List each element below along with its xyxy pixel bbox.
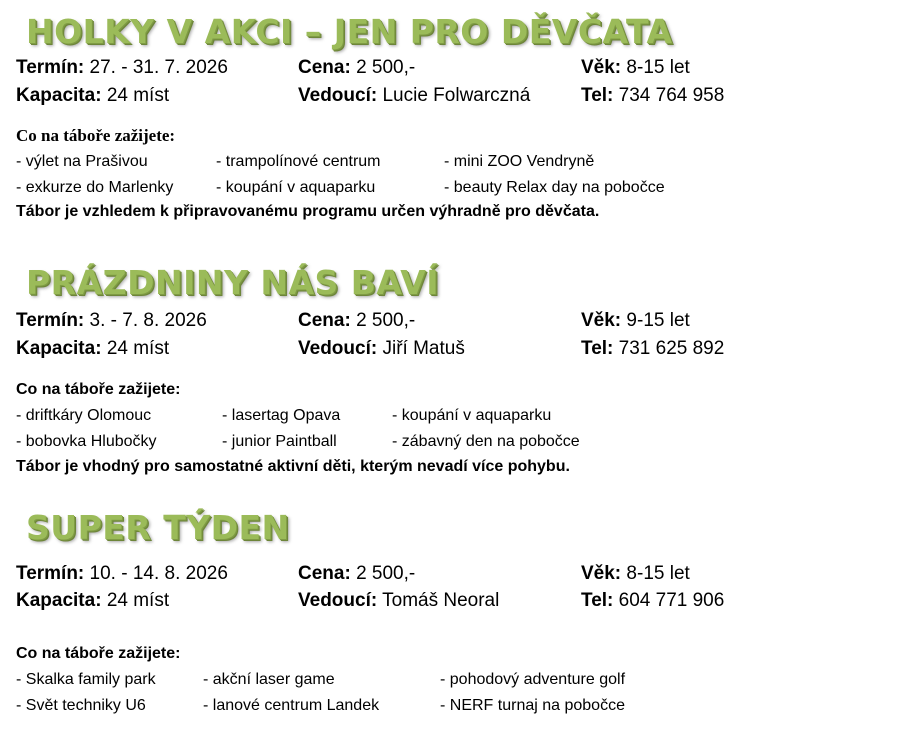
activity-item: - zábavný den na pobočce: [392, 433, 580, 450]
camp-info-row: [0, 588, 914, 614]
capacity-field: [16, 336, 169, 362]
camp-title: PRÁZDNINY NÁS BAVÍ: [26, 263, 440, 302]
price-label: Cena:: [298, 57, 351, 78]
age-field: [581, 561, 690, 587]
leader-field: [298, 336, 465, 362]
phone-value: 734 764 958: [618, 85, 725, 106]
capacity-field: [16, 588, 169, 614]
activity-list-heading: Co na táboře zažijete:: [16, 126, 176, 145]
price-value: 2 500,-: [356, 310, 416, 331]
phone-value: 604 771 906: [618, 590, 725, 611]
activity-item: - mini ZOO Vendryně: [444, 153, 595, 170]
camp-info-row: [0, 55, 914, 81]
camp-info-row: [0, 336, 914, 362]
price-value: 2 500,-: [356, 57, 416, 78]
activity-item: - lanové centrum Landek: [203, 697, 380, 714]
term-label: Termín:: [16, 310, 85, 331]
age-value: 8-15 let: [626, 57, 690, 78]
leader-label: Vedoucí:: [298, 590, 378, 611]
leader-value: Tomáš Neoral: [382, 590, 500, 611]
price-label: Cena:: [298, 563, 351, 584]
activity-item: - pohodový adventure golf: [440, 671, 626, 688]
phone-label: Tel:: [581, 85, 614, 106]
age-field: [581, 308, 690, 334]
camp-info-row: [0, 561, 914, 587]
activity-item: - junior Paintball: [222, 433, 337, 450]
age-value: 9-15 let: [626, 310, 690, 331]
camp-title: SUPER TÝDEN: [26, 508, 290, 547]
activity-list-heading: Co na táboře zažijete:: [16, 645, 181, 662]
activity-item: - Svět techniky U6: [16, 697, 146, 714]
leader-field: [298, 588, 499, 614]
activity-item: - výlet na Prašivou: [16, 153, 148, 170]
activity-item: - beauty Relax day na pobočce: [444, 179, 665, 196]
leader-value: Jiří Matuš: [382, 338, 465, 359]
capacity-value: 24 míst: [106, 338, 170, 359]
price-field: [298, 55, 415, 81]
camp-info-row: [0, 83, 914, 109]
price-label: Cena:: [298, 310, 351, 331]
activity-item: - driftkáry Olomouc: [16, 407, 152, 424]
capacity-label: Kapacita:: [16, 338, 102, 359]
phone-field: [581, 588, 724, 614]
camp-note: Tábor je vzhledem k připravovanému programu určen výhradně pro děvčata.: [16, 203, 600, 220]
age-label: Věk:: [581, 310, 622, 331]
leader-label: Vedoucí:: [298, 85, 378, 106]
camp-info-row: [0, 308, 914, 334]
term-value: 10. - 14. 8. 2026: [89, 563, 228, 584]
price-field: [298, 561, 415, 587]
phone-label: Tel:: [581, 590, 614, 611]
price-field: [298, 308, 415, 334]
camp-title: HOLKY V AKCI – JEN PRO DĚVČATA: [26, 12, 673, 51]
term-label: Termín:: [16, 57, 85, 78]
leader-field: [298, 83, 530, 109]
activity-item: - exkurze do Marlenky: [16, 179, 174, 196]
age-value: 8-15 let: [626, 563, 690, 584]
leader-label: Vedoucí:: [298, 338, 378, 359]
term-field: [16, 561, 228, 587]
capacity-label: Kapacita:: [16, 590, 102, 611]
term-label: Termín:: [16, 563, 85, 584]
age-label: Věk:: [581, 563, 622, 584]
term-field: [16, 55, 228, 81]
age-field: [581, 55, 690, 81]
phone-value: 731 625 892: [618, 338, 725, 359]
price-value: 2 500,-: [356, 563, 416, 584]
leader-value: Lucie Folwarczná: [382, 85, 531, 106]
camp-note: Tábor je vhodný pro samostatné aktivní děti, kterým nevadí více pohybu.: [16, 458, 570, 475]
activity-item: - trampolínové centrum: [216, 153, 381, 170]
capacity-field: [16, 83, 169, 109]
capacity-value: 24 míst: [106, 590, 170, 611]
phone-label: Tel:: [581, 338, 614, 359]
activity-item: - akční laser game: [203, 671, 335, 688]
phone-field: [581, 336, 724, 362]
term-field: [16, 308, 207, 334]
activity-item: - koupání v aquaparku: [392, 407, 552, 424]
activity-item: - bobovka Hlubočky: [16, 433, 157, 450]
phone-field: [581, 83, 724, 109]
activity-item: - lasertag Opava: [222, 407, 341, 424]
activity-list-heading: Co na táboře zažijete:: [16, 381, 181, 398]
term-value: 3. - 7. 8. 2026: [89, 310, 207, 331]
activity-item: - Skalka family park: [16, 671, 156, 688]
capacity-label: Kapacita:: [16, 85, 102, 106]
activity-item: - NERF turnaj na pobočce: [440, 697, 625, 714]
term-value: 27. - 31. 7. 2026: [89, 57, 228, 78]
activity-item: - koupání v aquaparku: [216, 179, 376, 196]
age-label: Věk:: [581, 57, 622, 78]
capacity-value: 24 míst: [106, 85, 170, 106]
